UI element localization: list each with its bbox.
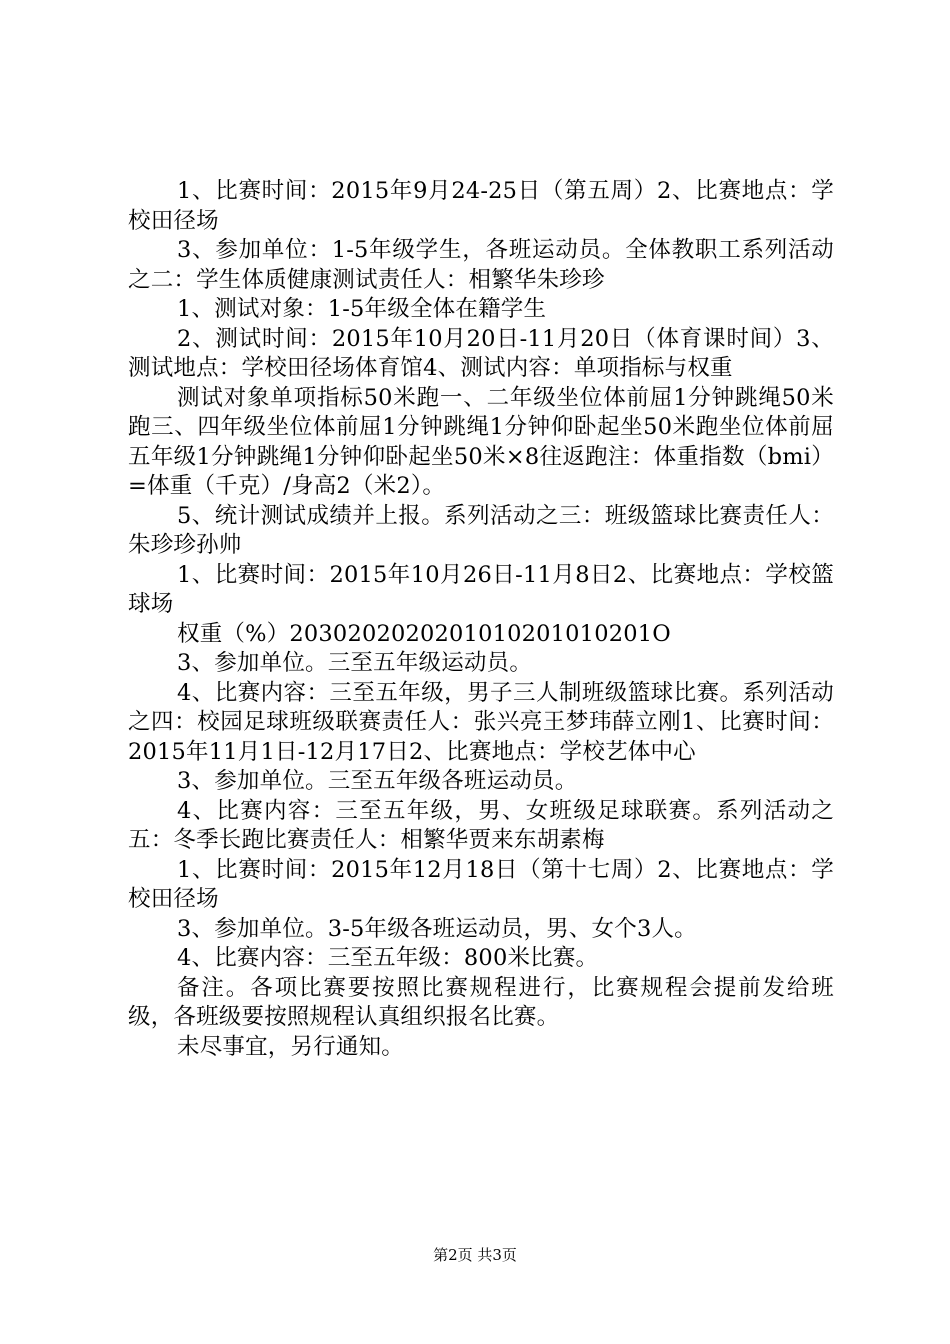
paragraph-running-time: 1、比赛时间：2015年12月18日（第十七周）2、比赛地点：学校田径场 xyxy=(128,856,834,912)
paragraph-running-participants: 3、参加单位。3-5年级各班运动员，男、女个3人。 xyxy=(177,915,697,942)
paragraph-weights: 权重（%）2030202020201010201010201O xyxy=(177,620,671,647)
paragraph-closing: 未尽事宜，另行通知。 xyxy=(177,1033,405,1060)
paragraph-running-content: 4、比赛内容：三至五年级：800米比赛。 xyxy=(177,945,599,971)
paragraph-basketball-participants: 3、参加单位。三至五年级运动员。 xyxy=(177,650,533,676)
paragraph-basketball-time: 1、比赛时间：2015年10月26日-11月8日2、比赛地点：学校篮球场 xyxy=(128,561,834,617)
page-number-footer: 第2页 共3页 xyxy=(433,1246,517,1264)
paragraph-basketball-content: 4、比赛内容：三至五年级，男子三人制班级篮球比赛。系列活动之四：校园足球班级联赛责任人：张兴亮王梦玮薛立刚1、比赛时间：2015年11月1日-12月17日2、比赛地点：学校艺体中心 xyxy=(128,679,834,765)
paragraph-football-content: 4、比赛内容：三至五年级，男、女班级足球联赛。系列活动之五：冬季长跑比赛责任人：相繁华贾来东胡素梅 xyxy=(128,797,834,853)
paragraph-remarks: 备注。各项比赛要按照比赛规程进行，比赛规程会提前发给班级，各班级要按照规程认真组织报名比赛。 xyxy=(128,974,834,1030)
paragraph-competition-time: 1、比赛时间：2015年9月24-25日（第五周）2、比赛地点：学校田径场 xyxy=(128,178,834,234)
paragraph-football-participants: 3、参加单位。三至五年级各班运动员。 xyxy=(177,768,578,794)
paragraph-test-time: 2、测试时间：2015年10月20日-11月20日（体育课时间）3、测试地点：学校田径场体育馆4、测试内容：单项指标与权重 xyxy=(128,325,834,381)
paragraph-test-subjects: 1、测试对象：1-5年级全体在籍学生 xyxy=(177,296,547,322)
document-body xyxy=(128,177,834,1062)
paragraph-participants: 3、参加单位：1-5年级学生，各班运动员。全体教职工系列活动之二：学生体质健康测试责任人：相繁华朱珍珍 xyxy=(128,237,834,293)
paragraph-test-items: 测试对象单项指标50米跑一、二年级坐位体前屈1分钟跳绳50米跑三、四年级坐位体前屈1分钟跳绳1分钟仰卧起坐50米跑坐位体前屈五年级1分钟跳绳1分钟仰卧起坐50米×8往返跑注：体重指数（bmi）=体重（千克）/身高2（米2）。 xyxy=(128,384,834,499)
paragraph-statistics: 5、统计测试成绩并上报。系列活动之三：班级篮球比赛责任人：朱珍珍孙帅 xyxy=(128,502,834,558)
